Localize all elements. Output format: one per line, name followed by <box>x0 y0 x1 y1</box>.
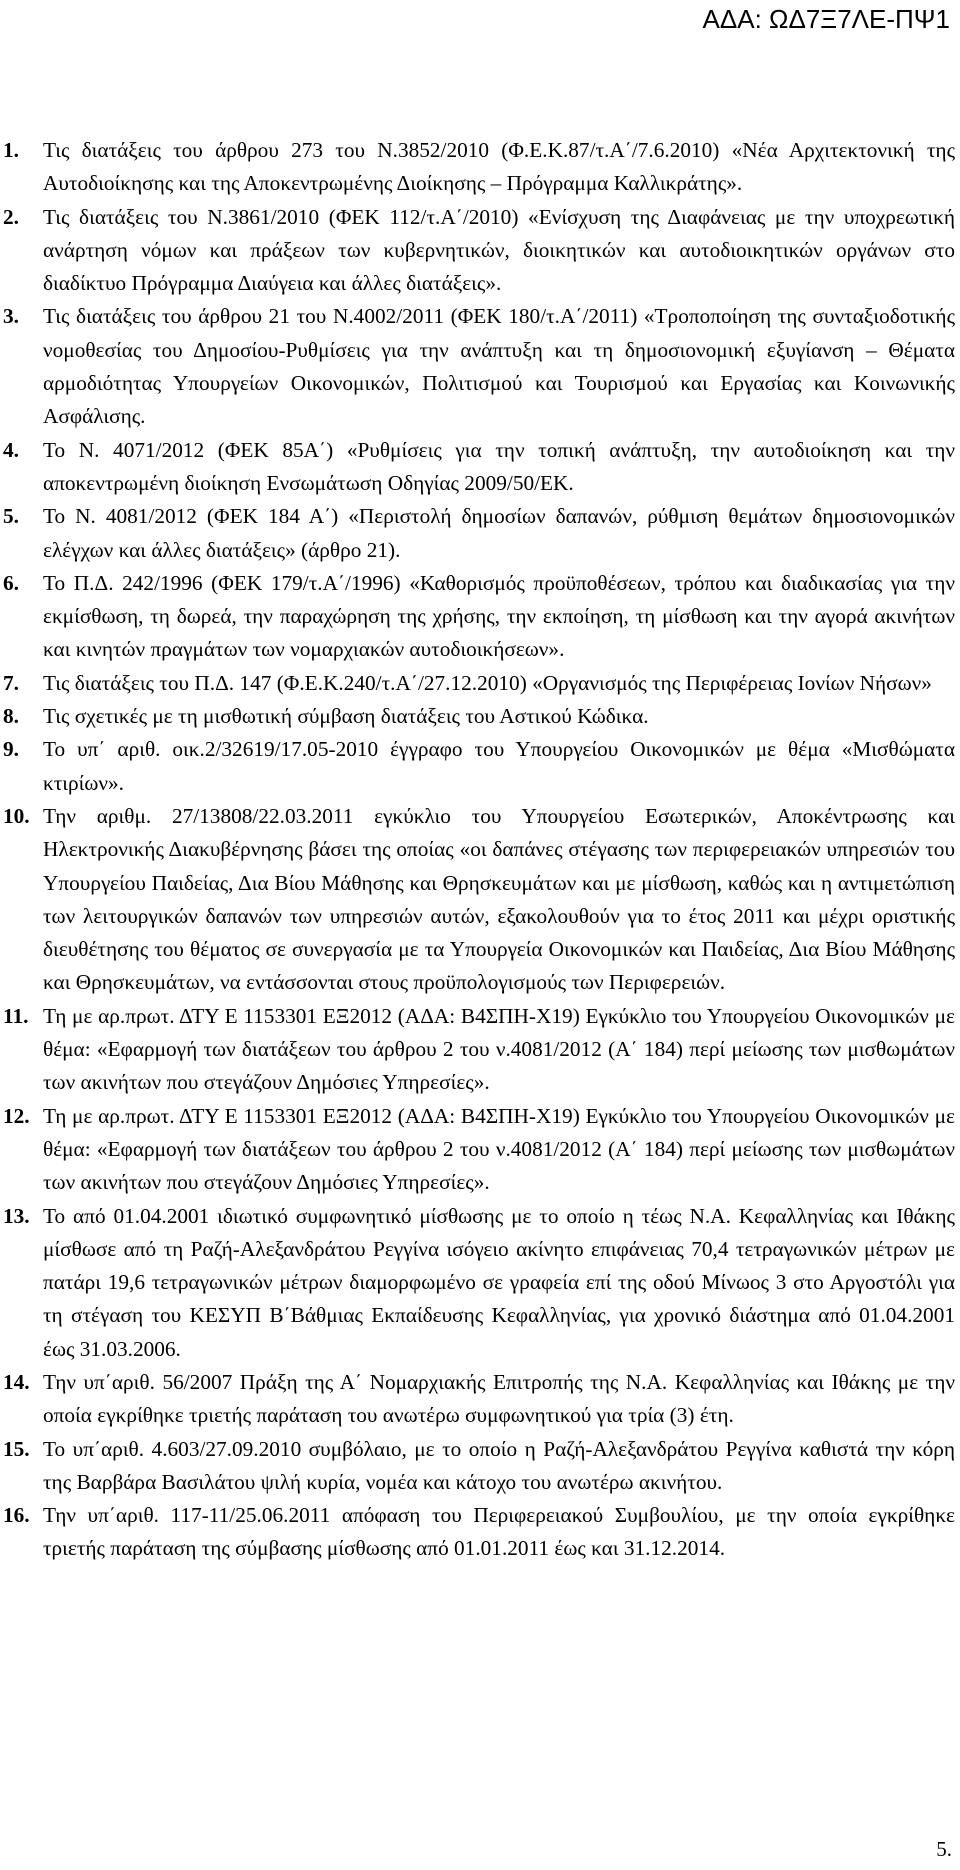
list-item <box>0 733 960 800</box>
list-item <box>0 700 960 733</box>
item-text: Το Ν. 4081/2012 (ΦΕΚ 184 Α΄) «Περιστολή δημοσίων δαπανών, ρύθμιση θεμάτων δημοσιονομικών ελέγχων και άλλες διατάξεις» (άρθρο 21). <box>43 504 955 562</box>
document-body <box>0 134 960 1566</box>
item-text: Την αριθμ. 27/13808/22.03.2011 εγκύκλιο του Υπουργείου Εσωτερικών, Αποκέντρωσης και Ηλεκτρονικής Διακυβέρνησης βάσει της οποίας «οι δαπάνες στέγασης των περιφερειακών υπηρεσιών του Υπουργείου Παιδείας, Δια Βίου Μάθησης και Θρησκευμάτων και με μίσθωση, καθώς και η αντιμετώπιση των λειτουργικών δαπανών των υπηρεσιών αυτών, εξακολουθούν για το έτος 2011 και μέχρι οριστικής διευθέτησης του θέματος σε συνεργασία με τα Υπουργεία Οικονομικών και Παιδείας, Δια Βίου Μάθησης και Θρησκευμάτων, να εντάσσονται στους προϋπολογισμούς των Περιφερειών. <box>43 803 955 995</box>
legal-basis-list <box>0 134 960 1566</box>
list-item <box>0 1200 960 1366</box>
item-text: Τις διατάξεις του Ν.3861/2010 (ΦΕΚ 112/τ.Α΄/2010) «Ενίσχυση της Διαφάνειας με την υποχρεωτική ανάρτηση νόμων και πράξεων των κυβερνητικών, διοικητικών και αυτοδιοικητικών οργάνων στο διαδίκτυο Πρόγραμμα Διαύγεια και άλλες διατάξεις». <box>43 204 955 296</box>
item-text: Το Π.Δ. 242/1996 (ΦΕΚ 179/τ.Α΄/1996) «Καθορισμός προϋποθέσεων, τρόπου και διαδικασίας για την εκμίσθωση, τη δωρεά, την παραχώρηση της χρήσης, την εκποίηση, τη μίσθωση και την αγορά ακινήτων και κινητών πραγμάτων των νομαρχιακών αυτοδιοικήσεων». <box>43 570 955 662</box>
item-number: 12. <box>3 1103 30 1128</box>
list-item <box>0 201 960 301</box>
list-item <box>0 1000 960 1100</box>
list-item <box>0 1366 960 1433</box>
item-number: 11. <box>3 1003 29 1028</box>
item-text: Τις διατάξεις του άρθρου 21 του Ν.4002/2011 (ΦΕΚ 180/τ.Α΄/2011) «Τροποποίηση της συνταξιοδοτικής νομοθεσίας του Δημοσίου-Ρυθμίσεις για την ανάπτυξη και τη δημοσιονομική εξυγίανση – Θέματα αρμοδιότητας Υπουργείων Οικονομικών, Πολιτισμού και Τουρισμού και Εργασίας και Κοινωνικής Ασφάλισης. <box>43 304 955 429</box>
item-text: Τις διατάξεις του Π.Δ. 147 (Φ.Ε.Κ.240/τ.Α΄/27.12.2010) «Οργανισμός της Περιφέρειας Ιονίων Νήσων» <box>43 670 932 695</box>
item-number: 9. <box>3 737 19 762</box>
item-number: 6. <box>3 570 19 595</box>
list-item <box>0 300 960 433</box>
page-number: 5. <box>936 1837 952 1861</box>
item-text: Την υπ΄αριθ. 56/2007 Πράξη της Α΄ Νομαρχιακής Επιτροπής της Ν.Α. Κεφαλληνίας και Ιθάκης με την οποία εγκρίθηκε τριετής παράταση του ανωτέρω συμφωνητικού για τρία (3) έτη. <box>43 1369 955 1428</box>
ada-code: ΑΔΑ: ΩΔ7Ξ7ΛΕ-ΠΨ1 <box>702 4 950 34</box>
item-number: 4. <box>3 437 19 462</box>
item-number: 1. <box>3 138 19 162</box>
item-number: 7. <box>3 670 19 695</box>
list-item <box>0 1499 960 1566</box>
list-item <box>0 667 960 700</box>
item-text: Τις σχετικές με τη μισθωτική σύμβαση διατάξεις του Αστικού Κώδικα. <box>43 704 649 729</box>
item-text: Τις διατάξεις του άρθρου 273 του Ν.3852/2010 (Φ.Ε.Κ.87/τ.Α΄/7.6.2010) «Νέα Αρχιτεκτονική της Αυτοδιοίκησης και της Αποκεντρωμένης Διοίκησης – Πρόγραμμα Καλλικράτης». <box>43 138 955 196</box>
item-text: Το υπ΄ αριθ. οικ.2/32619/17.05-2010 έγγραφο του Υπουργείου Οικονομικών με θέμα «Μισθώματα κτιρίων». <box>43 737 955 795</box>
item-number: 2. <box>3 204 19 229</box>
item-text: Το υπ΄αριθ. 4.603/27.09.2010 συμβόλαιο, με το οποίο η Ραζή-Αλεξανδράτου Ρεγγίνα καθιστά την κόρη της Βαρβάρα Βασιλάτου ψιλή κυρία, νομέα και κάτοχο του ανωτέρω ακινήτου. <box>43 1436 955 1494</box>
item-number: 15. <box>3 1436 30 1461</box>
item-number: 16. <box>3 1503 30 1528</box>
item-number: 3. <box>3 304 19 329</box>
item-text: Την υπ΄αριθ. 117-11/25.06.2011 απόφαση του Περιφερειακού Συμβουλίου, με την οποία εγκρίθηκε τριετής παράταση της σύμβασης μίσθωσης από 01.01.2011 έως και 31.12.2014. <box>43 1503 955 1561</box>
list-item <box>0 434 960 501</box>
item-text: Το από 01.04.2001 ιδιωτικό συμφωνητικό μίσθωσης με το οποίο η τέως Ν.Α. Κεφαλληνίας και Ιθάκης μίσθωσε από τη Ραζή-Αλεξανδράτου Ρεγγίνα ισόγειο ακίνητο επιφάνειας 70,4 τετραγωνικών μέτρων με πατάρι 19,6 τετραγωνικών μέτρων διαμορφωμένο σε γραφεία επί της οδού Μίνωος 3 στο Αργοστόλι για τη στέγαση του ΚΕΣΥΠ Β΄Βάθμιας Εκπαίδευσης Κεφαλληνίας, για χρονικό διάστημα από 01.04.2001 έως 31.03.2006. <box>43 1203 955 1361</box>
list-item <box>0 567 960 667</box>
item-text: Τη με αρ.πρωτ. ΔΤΥ Ε 1153301 ΕΞ2012 (ΑΔΑ: Β4ΣΠΗ-Χ19) Εγκύκλιο του Υπουργείου Οικονομικών με θέμα: «Εφαρμογή των διατάξεων του άρθρου 2 του ν.4081/2012 (Α΄ 184) περί μείωσης των μισθωμάτων των ακινήτων που στεγάζουν Δημόσιες Υπηρεσίες». <box>43 1003 955 1095</box>
item-number: 10. <box>3 803 30 828</box>
list-item <box>0 1100 960 1200</box>
list-item <box>0 134 960 201</box>
item-number: 8. <box>3 704 19 729</box>
item-text: Το Ν. 4071/2012 (ΦΕΚ 85Α΄) «Ρυθμίσεις για την τοπική ανάπτυξη, την αυτοδιοίκηση και την αποκεντρωμένη διοίκηση Ενσωμάτωση Οδηγίας 2009/50/ΕΚ. <box>43 437 955 495</box>
item-number: 13. <box>3 1203 30 1228</box>
item-number: 14. <box>3 1369 30 1394</box>
item-text: Τη με αρ.πρωτ. ΔΤΥ Ε 1153301 ΕΞ2012 (ΑΔΑ: Β4ΣΠΗ-Χ19) Εγκύκλιο του Υπουργείου Οικονομικών με θέμα: «Εφαρμογή των διατάξεων του άρθρου 2 του ν.4081/2012 (Α΄ 184) περί μείωσης των μισθωμάτων των ακινήτων που στεγάζουν Δημόσιες Υπηρεσίες». <box>43 1103 955 1195</box>
list-item <box>0 500 960 567</box>
item-number: 5. <box>3 504 19 529</box>
list-item <box>0 1433 960 1500</box>
list-item <box>0 800 960 1000</box>
